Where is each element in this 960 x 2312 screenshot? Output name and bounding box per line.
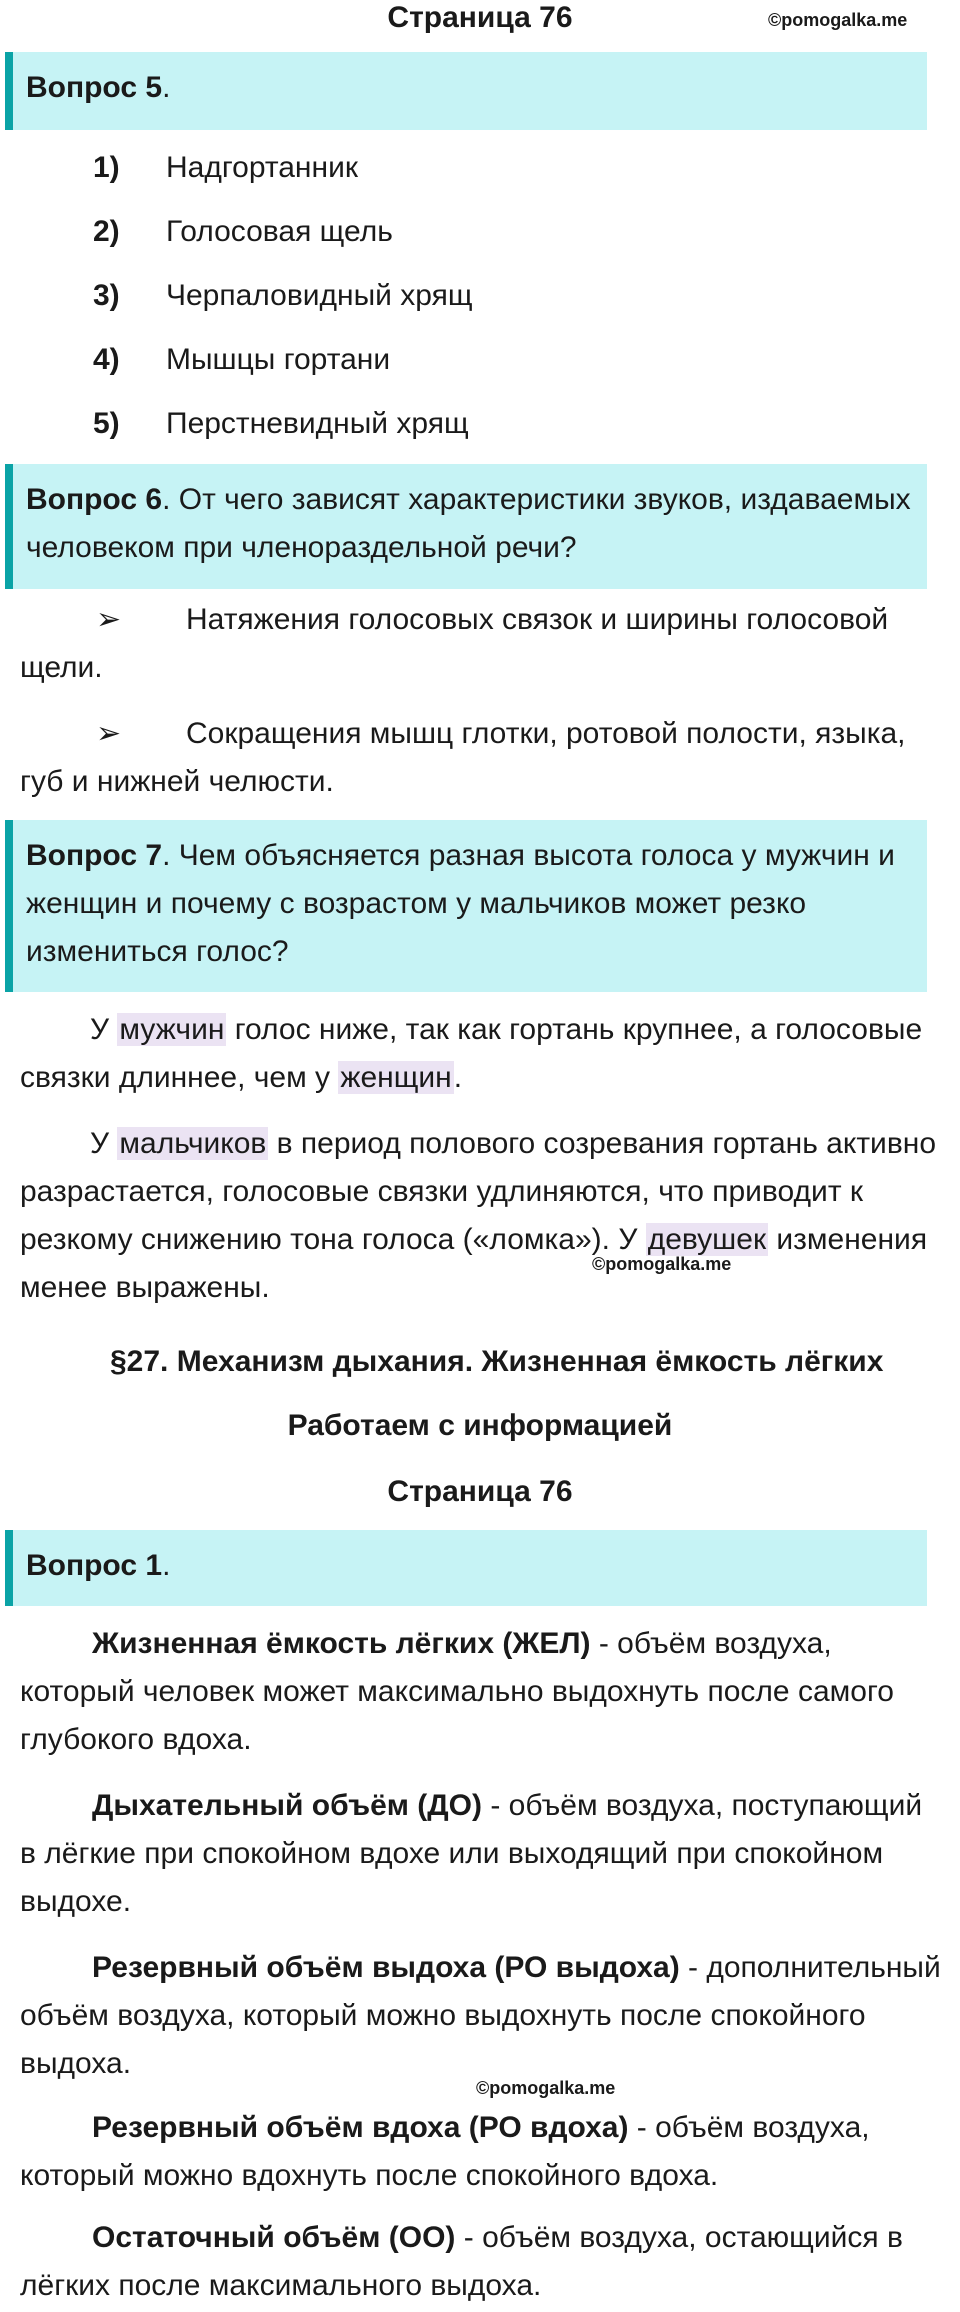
list-item-number: 5) [93,407,120,440]
definition [20,1944,945,2088]
highlight-term: мужчин [119,1013,225,1046]
definition [20,2214,945,2310]
definition-term: Резервный объём вдоха (РО вдоха) [92,2111,629,2144]
question-6-title: Вопрос 6 [26,483,163,516]
highlight-term: девушек [647,1223,767,1256]
answer-paragraph: У мужчин голос ниже, так как гортань крупнее, а голосовые связки длиннее, чем у женщин. [20,1013,923,1094]
question-7-title: Вопрос 7 [26,839,163,872]
list-item-number: 1) [93,151,120,184]
definition [20,2104,945,2200]
list-item-number: 4) [93,343,120,376]
answer-bullet-text: Сокращения мышц глотки, ротовой полости, языка, губ и нижней челюсти. [20,717,906,798]
watermark-bottom: ©pomogalka.me [476,2078,616,2098]
definition-term: Дыхательный объём (ДО) [92,1789,482,1822]
highlight-term: женщин [340,1061,452,1094]
list-item-text: Черпаловидный хрящ [166,279,473,312]
page-title: Страница 76 [387,1,573,34]
question-5-suffix: . [162,71,171,104]
definition-term: Жизненная ёмкость лёгких (ЖЕЛ) [92,1627,591,1660]
section-page-title: Страница 76 [387,1475,573,1508]
list-item-text: Мышцы гортани [166,343,391,376]
watermark-top: ©pomogalka.me [768,10,908,30]
watermark-middle: ©pomogalka.me [592,1254,732,1274]
definition-text: - объём воздуха, остающийся в лёгких после максимального выдоха. [20,2221,903,2302]
answer-bullet [20,710,945,806]
definition-text: - объём воздуха, поступающий в лёгкие при спокойном вдохе или выходящий при спокойном выдохе. [20,1789,923,1918]
list-item-number: 2) [93,215,120,248]
definition-term: Резервный объём выдоха (РО выдоха) [92,1951,680,1984]
definition-text: - объём воздуха, который можно вдохнуть после спокойного вдоха. [20,2111,870,2192]
highlight-term: мальчиков [119,1127,267,1160]
question-7-box [5,820,927,992]
arrow-bullet-icon: ➢ [96,603,122,636]
answer-paragraph: У мальчиков в период полового созревания гортань активно разрастается, голосовые связки удлиняются, что приводит к резкому снижению тона голоса («ломка»). У девушек изменения менее выражены. [20,1127,937,1304]
question-6-text: . От чего зависят характеристики звуков, издаваемых человеком при членораздельной речи? [26,483,911,564]
arrow-bullet-icon: ➢ [96,717,122,750]
question-1-box [5,1530,927,1606]
section-subtitle: Работаем с информацией [287,1409,673,1442]
section-title: §27. Механизм дыхания. Жизненная ёмкость лёгких [110,1345,884,1378]
definition-text: - объём воздуха, который человек может максимально выдохнуть после самого глубокого вдоха. [20,1627,894,1756]
definition-term: Остаточный объём (ОО) [92,2221,456,2254]
definition-text: - дополнительный объём воздуха, который можно выдохнуть после спокойного выдоха. [20,1951,941,2080]
definition [20,1782,945,1926]
list-item-text: Надгортанник [166,151,358,184]
question-1-title: Вопрос 1 [26,1549,163,1582]
list-item-number: 3) [93,279,120,312]
question-7-text: . Чем объясняется разная высота голоса у мужчин и женщин и почему с возрастом у мальчиков может резко измениться голос? [26,839,895,968]
definition [20,1620,945,1764]
question-1-suffix: . [162,1549,171,1582]
list-item-text: Перстневидный хрящ [166,407,469,440]
list-item-text: Голосовая щель [166,215,393,248]
answer-bullet [20,596,945,692]
answer-bullet-text: Натяжения голосовых связок и ширины голосовой щели. [20,603,889,684]
question-5-title: Вопрос 5 [26,71,163,104]
question-5-box [5,52,927,130]
question-6-box [5,464,927,589]
